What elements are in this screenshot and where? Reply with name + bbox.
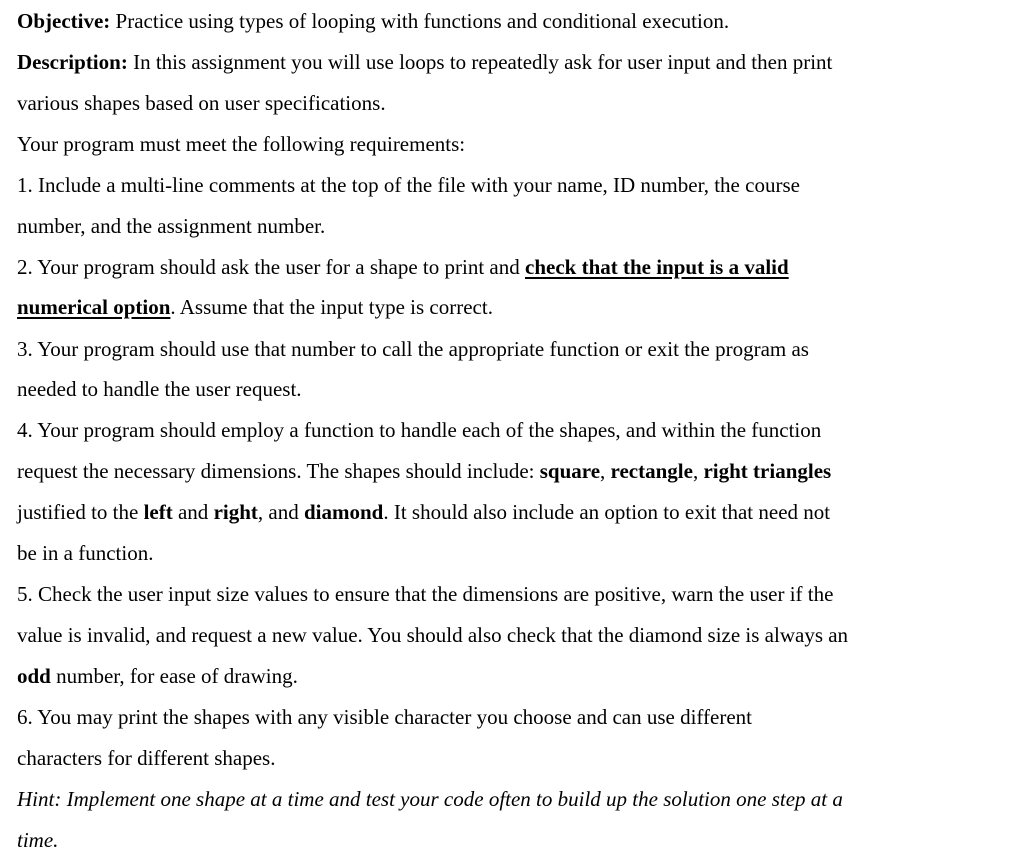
req3-line-2 [17, 379, 302, 400]
req4-sep-4: , and [257, 500, 304, 524]
objective-text: Practice using types of looping with functions and conditional execution. [110, 9, 730, 33]
req5-line-2 [17, 625, 848, 646]
odd-emphasis: odd [17, 664, 51, 688]
justify-right: right [213, 500, 258, 524]
req5-line-1 [17, 584, 833, 605]
description-line-1 [17, 52, 832, 73]
req2-emphasis-1: check that the input is a valid [525, 255, 789, 279]
req4-line-2 [17, 461, 831, 482]
description-text-1: In this assignment you will use loops to repeatedly ask for user input and then print [127, 50, 833, 74]
shape-rectangle: rectangle [610, 459, 693, 483]
hint-line-2 [17, 830, 58, 851]
req4-line-1 [17, 420, 821, 441]
req2-line-2 [17, 297, 493, 318]
req5-text-1: 5. Check the user input size values to ensure that the dimensions are positive, warn the user if the [17, 582, 834, 606]
hint-line-1 [17, 789, 843, 810]
req4-text-1: 4. Your program should employ a function to handle each of the shapes, and within the function [17, 418, 822, 442]
req6-text-2: characters for different shapes. [17, 746, 276, 770]
req1-text-2: number, and the assignment number. [17, 214, 326, 238]
req6-line-1 [17, 707, 752, 728]
req6-text-1: 6. You may print the shapes with any visible character you choose and can use different [17, 705, 752, 729]
req4-sep-3: and [172, 500, 214, 524]
requirements-intro-text: Your program must meet the following requirements: [17, 132, 466, 156]
req5-line-3 [17, 666, 298, 687]
description-text-2: various shapes based on user specifications. [17, 91, 386, 115]
shape-right-triangles: right triangles [703, 459, 832, 483]
req4-text-3-suffix: . It should also include an option to exit that need not [383, 500, 831, 524]
hint-text-2: time. [17, 828, 59, 852]
req1-line-2 [17, 216, 325, 237]
req4-text-4: be in a function. [17, 541, 154, 565]
requirements-intro [17, 134, 465, 155]
req4-line-3 [17, 502, 830, 523]
description-line-2 [17, 93, 386, 114]
req1-line-1 [17, 175, 800, 196]
req3-line-1 [17, 339, 809, 360]
req4-sep-1: , [600, 459, 611, 483]
req2-suffix: . Assume that the input type is correct. [170, 295, 493, 319]
req2-prefix: 2. Your program should ask the user for a shape to print and [17, 255, 525, 279]
hint-text-1: Hint: Implement one shape at a time and test your code often to build up the solution one step at a [17, 787, 843, 811]
req5-text-2: value is invalid, and request a new value. You should also check that the diamond size is always an [17, 623, 849, 647]
description-label: Description: [17, 50, 128, 74]
req4-text-2: request the necessary dimensions. The shapes should include: [17, 459, 540, 483]
req1-text-1: 1. Include a multi-line comments at the top of the file with your name, ID number, the course [17, 173, 800, 197]
req4-line-4 [17, 543, 153, 564]
objective-line [17, 11, 729, 32]
req4-sep-2: , [692, 459, 704, 483]
shape-square: square [539, 459, 601, 483]
req2-emphasis-2: numerical option [17, 295, 171, 319]
req5-text-3: number, for ease of drawing. [50, 664, 298, 688]
req2-line-1 [17, 257, 789, 278]
req3-text-2: needed to handle the user request. [17, 377, 302, 401]
req4-text-3: justified to the [17, 500, 144, 524]
req3-text-1: 3. Your program should use that number to call the appropriate function or exit the program as [17, 337, 809, 361]
objective-label: Objective: [17, 9, 111, 33]
req6-line-2 [17, 748, 275, 769]
justify-left: left [143, 500, 173, 524]
shape-diamond: diamond [303, 500, 384, 524]
